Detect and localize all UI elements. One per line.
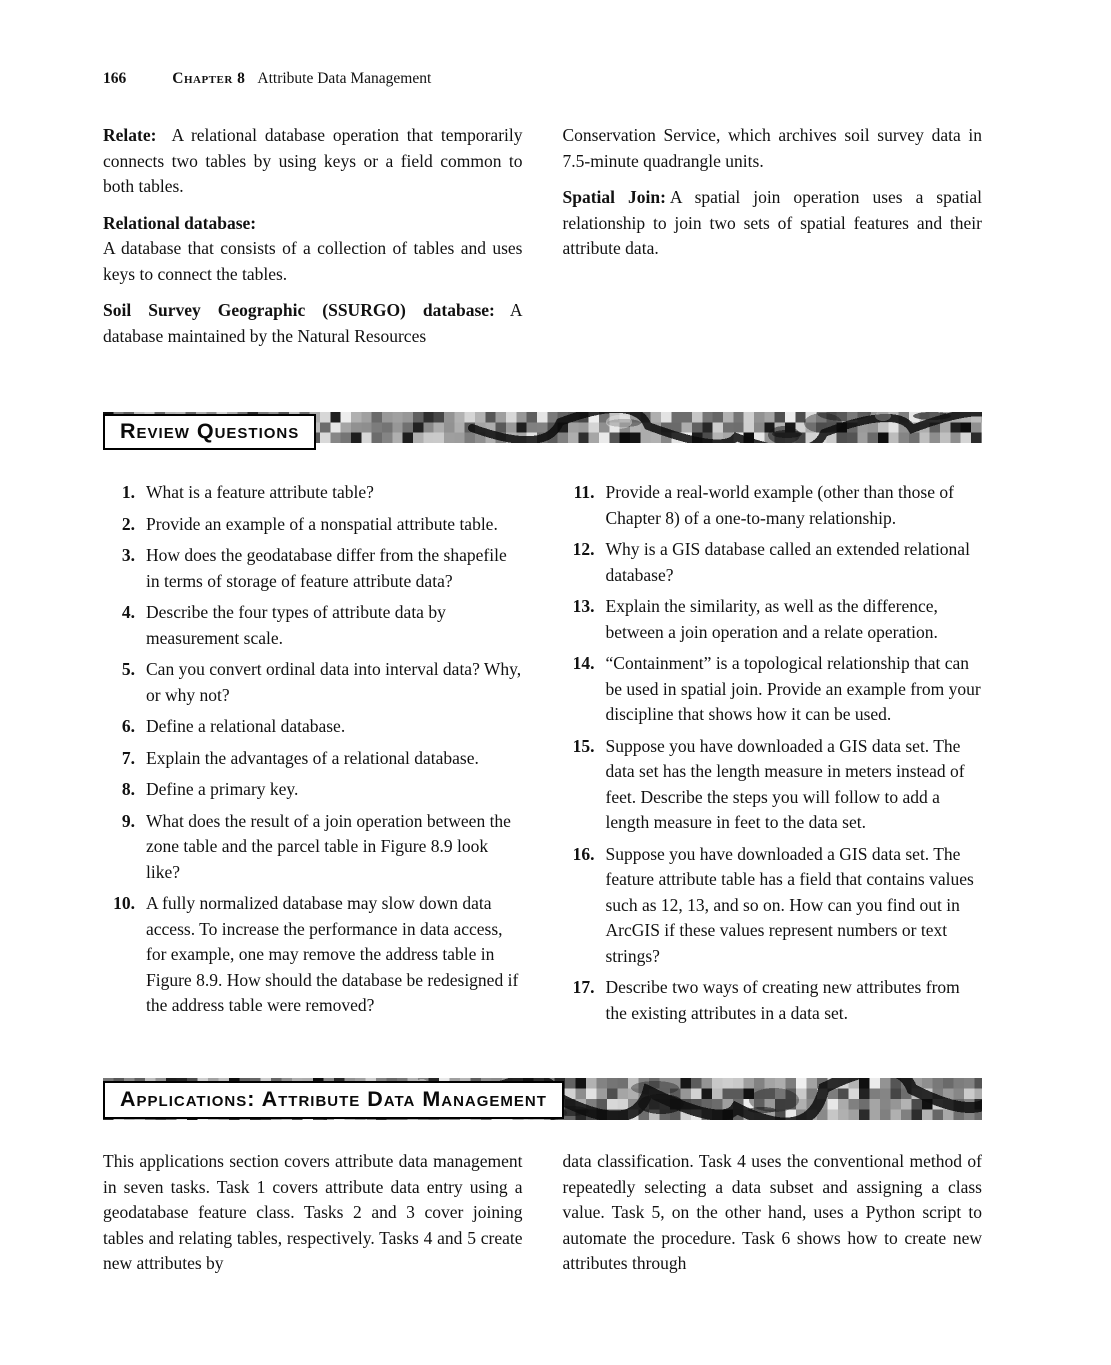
question-item	[563, 594, 983, 645]
questions-column-left	[103, 480, 523, 1032]
question-number: 14.	[572, 653, 595, 673]
glossary-entry	[563, 185, 983, 262]
question-text: What is a feature attribute table?	[146, 482, 374, 502]
glossary-definition: A spatial join operation uses a spatial relationship to join two sets of spatial features and their attribute data.	[562, 187, 982, 258]
question-number: 16.	[572, 843, 595, 864]
question-number: 4.	[121, 602, 135, 622]
question-number: 12.	[572, 539, 595, 559]
questions-column-right	[563, 480, 983, 1032]
question-text: Provide a real-world example (other than those of Chapter 8) of a one-to-many relationship.	[605, 482, 954, 528]
question-item	[563, 842, 983, 970]
question-text: Suppose you have downloaded a GIS data set. The data set has the length measure in meters instead of feet. Describe the steps you will follow to add a length measure in feet to the data set.	[605, 735, 965, 832]
chapter-title: Attribute Data Management	[257, 70, 432, 87]
glossary-column-left	[103, 123, 523, 360]
question-number: 10.	[113, 893, 135, 913]
question-text: A fully normalized database may slow down data access. To increase the performance in data access, for example, one may remove the address table in Figure 8.9. How should the database be redesigned if the address table were removed?	[146, 893, 519, 1015]
question-item	[563, 975, 983, 1026]
question-text: Provide an example of a nonspatial attribute table.	[146, 513, 498, 534]
glossary-entry	[103, 123, 523, 200]
question-item	[563, 480, 983, 531]
question-item	[563, 734, 983, 836]
question-number: 11.	[573, 482, 595, 502]
question-text: Describe two ways of creating new attributes from the existing attributes in a data set.	[605, 977, 960, 1023]
glossary-entry	[103, 211, 523, 288]
question-item	[103, 777, 523, 803]
glossary-section	[103, 123, 982, 360]
applications-banner	[103, 1078, 982, 1122]
question-item	[103, 657, 523, 708]
question-text: Can you convert ordinal data into interval data? Why, or why not?	[146, 659, 522, 705]
glossary-term: Relational database:	[103, 212, 257, 233]
glossary-definition: A relational database operation that temporarily connects two tables by using keys or a field common to both tables.	[103, 125, 523, 196]
applications-intro-column-left	[103, 1149, 523, 1277]
applications-paragraph-left: This applications section covers attribute data management in seven tasks. Task 1 covers attribute data entry using a geodatabase feature class. Tasks 2 and 3 cover joining tables and relating tables, respectively. Tasks 4 and 5 create new attributes by	[103, 1151, 523, 1273]
question-number: 1.	[121, 482, 135, 502]
applications-title-box	[103, 1081, 564, 1119]
question-number: 9.	[121, 810, 135, 831]
question-number: 17.	[572, 977, 595, 997]
question-item	[103, 714, 523, 740]
question-text: Define a primary key.	[146, 779, 299, 799]
glossary-term: Soil Survey Geographic (SSURGO) database:	[103, 300, 495, 320]
question-number: 2.	[121, 513, 135, 534]
question-item	[563, 537, 983, 588]
glossary-definition: A database that consists of a collection of tables and uses keys to connect the tables.	[103, 238, 523, 284]
question-text: What does the result of a join operation between the zone table and the parcel table in Figure 8.9 look like?	[146, 810, 511, 882]
question-number: 6.	[121, 716, 135, 736]
chapter-label: Chapter 8	[172, 70, 246, 87]
glossary-definition: A database maintained by the Natural Resources	[103, 300, 523, 346]
question-text: Describe the four types of attribute data by measurement scale.	[146, 602, 446, 648]
question-text: Why is a GIS database called an extended relational database?	[605, 539, 970, 585]
question-number: 3.	[121, 545, 135, 565]
question-item	[563, 651, 983, 728]
question-number: 5.	[121, 659, 135, 679]
page-header	[103, 70, 982, 88]
applications-intro-column-right	[563, 1149, 983, 1277]
glossary-term: Spatial Join:	[562, 187, 666, 207]
question-number: 15.	[572, 735, 595, 756]
question-item	[103, 480, 523, 506]
page-number: 166	[103, 70, 127, 87]
glossary-term: Relate:	[103, 125, 157, 145]
question-number: 13.	[572, 596, 595, 616]
question-text: Suppose you have downloaded a GIS data set. The feature attribute table has a field that contains values such as 12, 13, and so on. How can you find out in ArcGIS if these values represent numbers or text strings?	[605, 843, 974, 966]
question-item	[103, 891, 523, 1019]
question-text: “Containment” is a topological relationship that can be used in spatial join. Provide an example from your discipline that shows how it can be used.	[605, 653, 981, 724]
glossary-entry	[563, 123, 983, 174]
question-item	[103, 600, 523, 651]
page-content	[103, 0, 982, 1277]
review-questions-title: Review Questions	[120, 418, 300, 443]
question-item	[103, 512, 523, 538]
question-text: Explain the similarity, as well as the difference, between a join operation and a relate operation.	[605, 596, 938, 642]
review-questions-banner	[103, 412, 982, 450]
applications-paragraph-right: data classification. Task 4 uses the conventional method of repeatedly selecting a data subset and assigning a class value. Task 5, on the other hand, uses a Python script to automate the procedure. Task 6 shows how to create new attributes through	[562, 1151, 982, 1273]
question-number: 7.	[121, 747, 135, 768]
review-questions-list	[103, 480, 982, 1032]
question-text: Explain the advantages of a relational database.	[146, 747, 479, 768]
applications-title: Applications: Attribute Data Management	[120, 1086, 547, 1111]
question-item	[103, 809, 523, 886]
glossary-entry	[103, 298, 523, 349]
question-item	[103, 746, 523, 772]
question-item	[103, 543, 523, 594]
question-text: Define a relational database.	[146, 716, 346, 736]
glossary-definition: Conservation Service, which archives soil survey data in 7.5-minute quadrangle units.	[562, 125, 982, 171]
glossary-column-right	[563, 123, 983, 360]
review-questions-title-box	[103, 414, 316, 450]
applications-intro	[103, 1149, 982, 1277]
question-text: How does the geodatabase differ from the shapefile in terms of storage of feature attribute data?	[146, 545, 507, 591]
question-number: 8.	[121, 779, 135, 799]
